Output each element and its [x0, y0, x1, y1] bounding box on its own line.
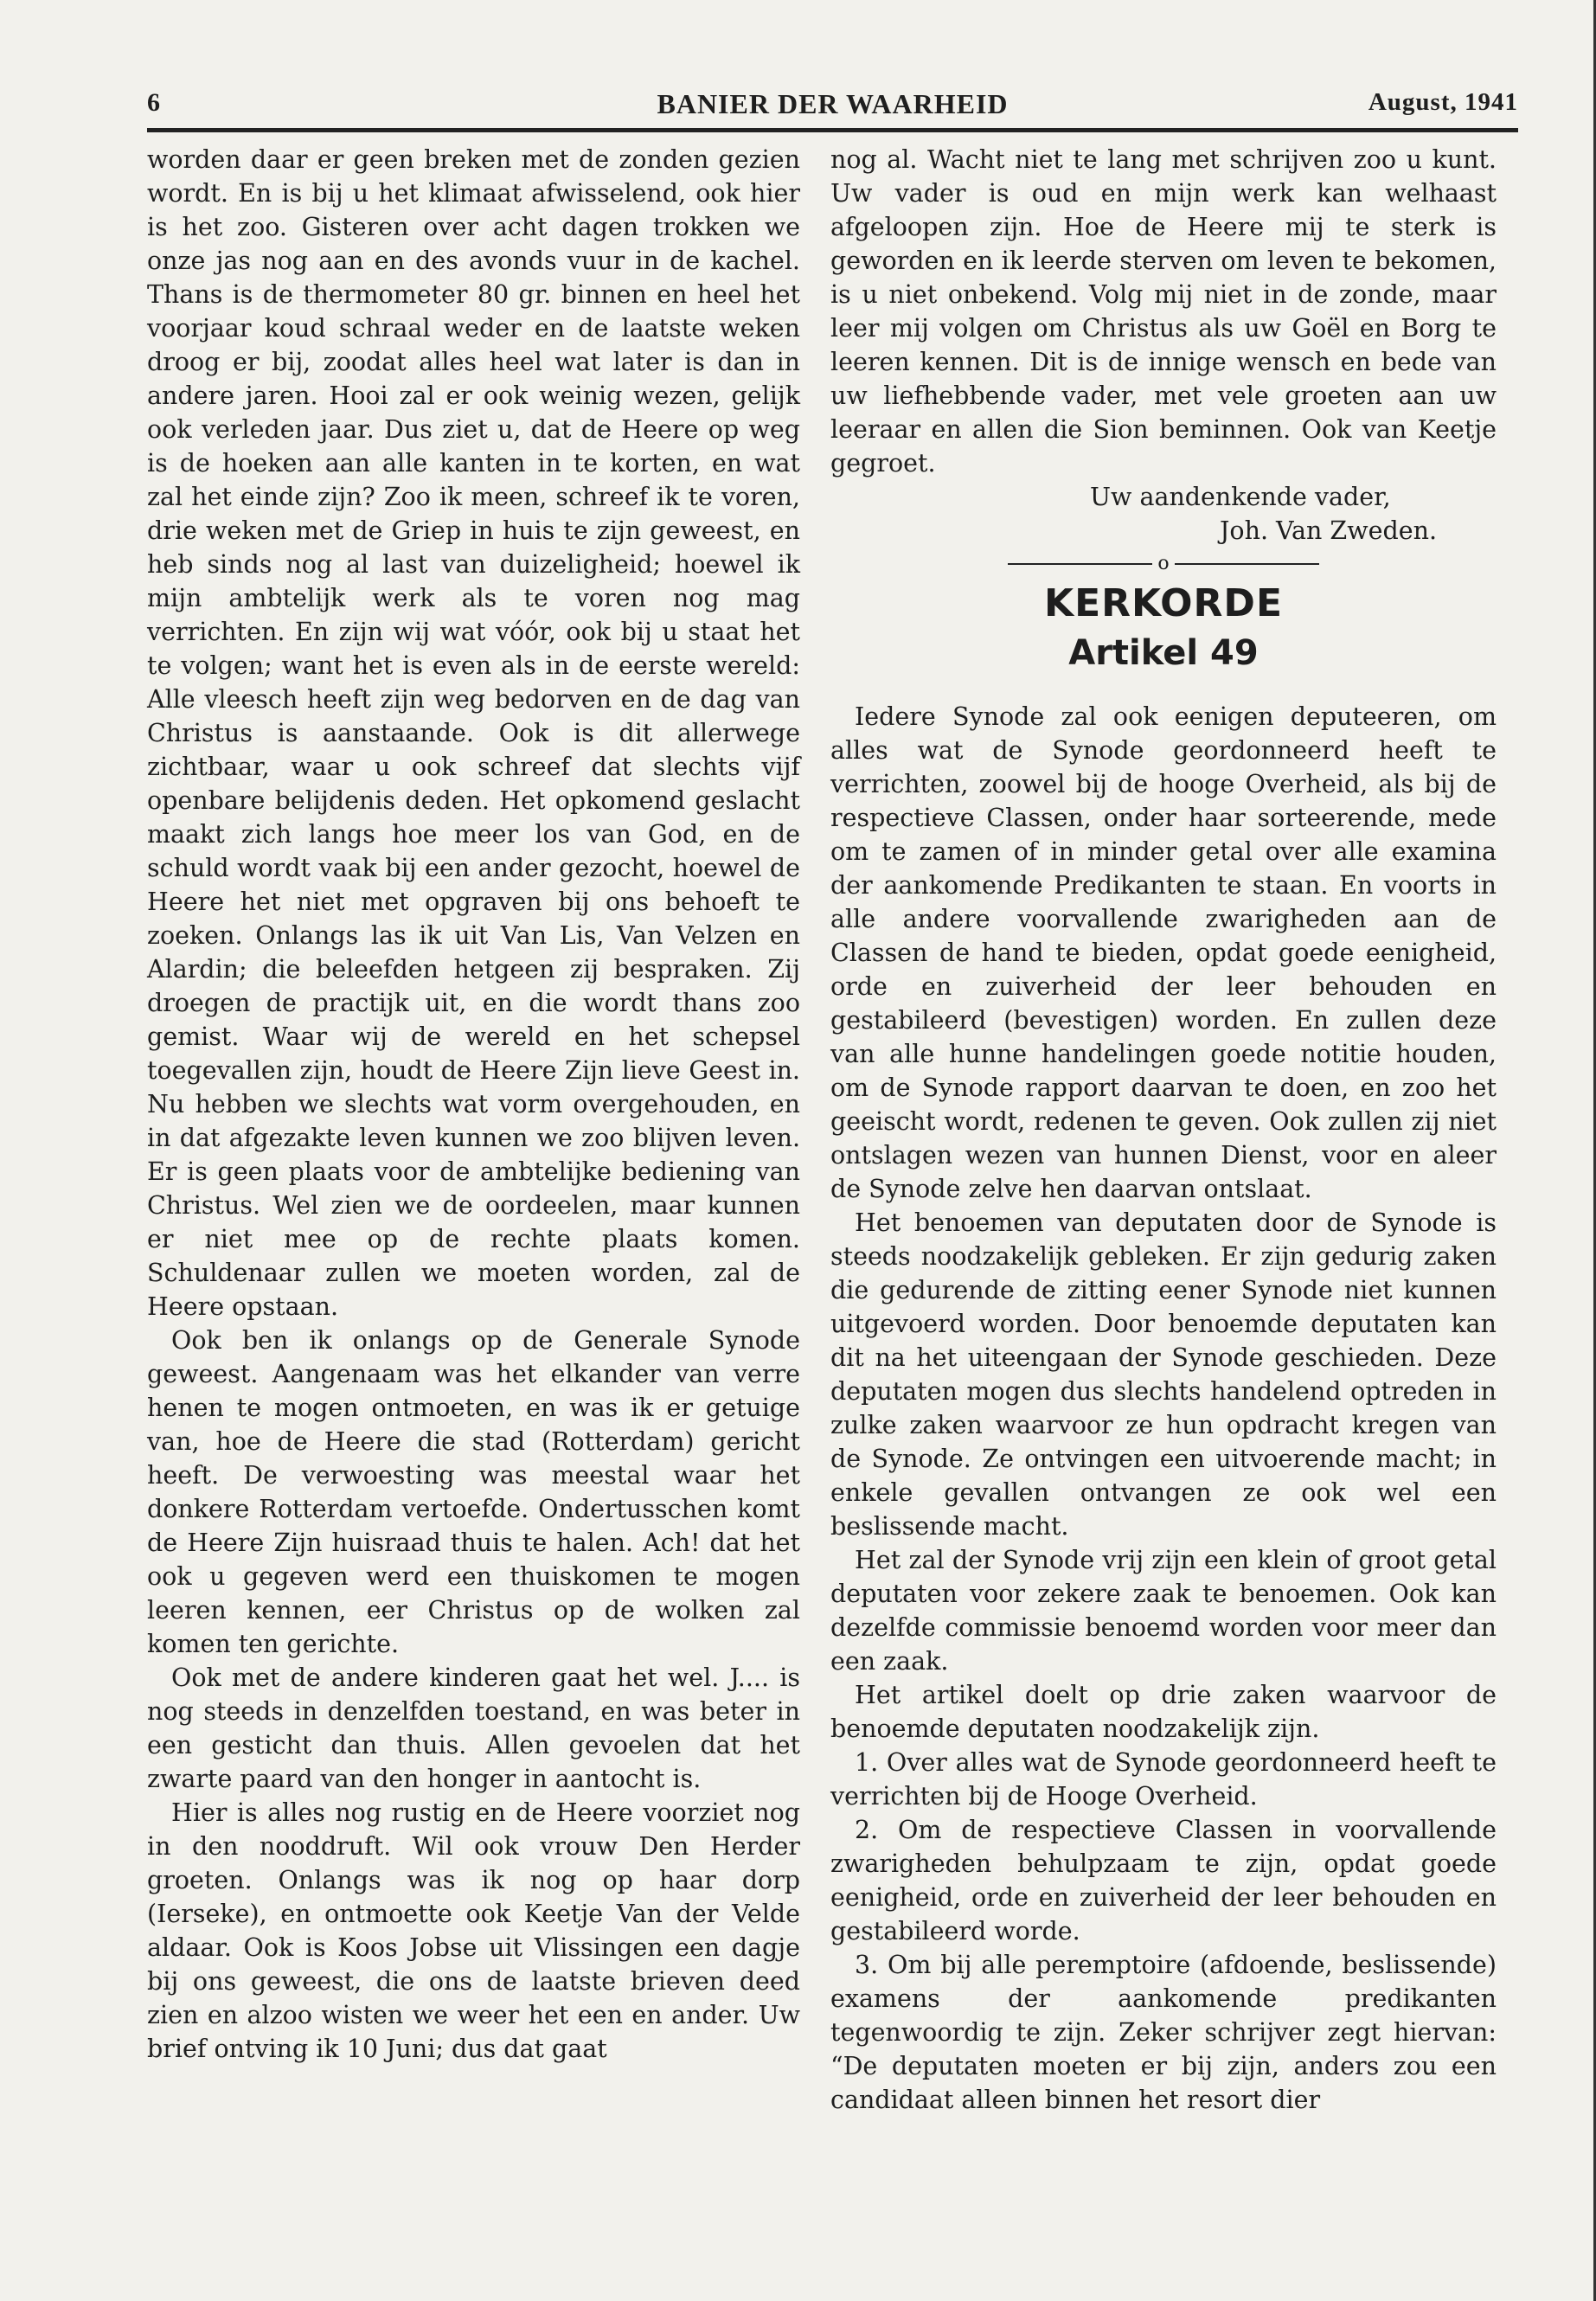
article-paragraph: Iedere Synode zal ook eenigen deputeeren, om alles wat de Synode geordonneerd heeft te verrichten, zoowel bij de hooge Overheid, als bij de respectieve Classen, onder haar sorteerende, mede om te zamen of in minder getal over alle examina der aankomende Predikanten te staan. En voorts in alle andere voorvallende zwarigheden aan de Classen de hand te bieden, opdat goede eenigheid, orde en zuiverheid der leer behouden en gestabileerd (bevestigen) worden. En zullen deze van alle hunne handelingen goede notitie houden, om de Synode rapport daarvan te doen, en zoo het geeischt wordt, redenen te geven. Ook zullen zij niet ontslagen wezen van hunnen Dienst, voor en aleer de Synode zelve hen daarvan ontslaat. — [830, 702, 1497, 1203]
letter-closing: Uw aandenkende vader, — [1090, 483, 1391, 511]
article-list-item: 1. Over alles wat de Synode geordonneerd heeft te verrichten bij de Hooge Overheid. — [830, 1748, 1497, 1811]
section-subtitle: Artikel 49 — [1068, 633, 1259, 673]
letter-signature: Joh. Van Zweden. — [1220, 516, 1438, 545]
letter-paragraph: Ook ben ik onlangs op de Generale Synode geweest. Aangenaam was het elkander van verre henen te mogen ontmoeten, en was ik er getuige van, hoe de Heere die stad (Rotterdam) gericht heeft. De verwoesting was meestal waar het donkere Rotterdam vertoefde. Ondertusschen komt de Heere Zijn huisraad thuis te halen. Ach! dat het ook u gegeven werd een thuiskomen te mogen leeren kennen, eer Christus op de wolken zal komen ten gerichte. — [147, 1326, 800, 1658]
article-paragraph: Het zal der Synode vrij zijn een klein of groot getal deputaten voor zekere zaak te benoemen. Ook kan dezelfde commissie benoemd worden voor meer dan een zaak. — [830, 1546, 1497, 1676]
divider-line — [1175, 563, 1319, 565]
publication-title: BANIER DER WAARHEID — [657, 88, 1009, 119]
divider-line — [1008, 563, 1152, 565]
page-header — [147, 87, 1518, 132]
divider-mark: o — [1157, 553, 1170, 574]
right-column — [830, 143, 1497, 2117]
section-title: KERKORDE — [1043, 581, 1284, 625]
letter-paragraph: Ook met de andere kinderen gaat het wel. J.... is nog steeds in denzelfden toestand, en was beter in een gesticht dan thuis. Allen gevoelen dat het zwarte paard van den honger in aantocht is. — [147, 1663, 800, 1793]
article-list-item: 2. Om de respectieve Classen in voorvallende zwarigheden behulpzaam te zijn, opdat goede eenigheid, orde en zuiverheid der leer behouden en gestabileerd worde. — [830, 1816, 1497, 1945]
article-paragraph: Het benoemen van deputaten door de Synode is steeds noodzakelijk gebleken. Er zijn gedurig zaken die gedurende de zitting eener Synode niet kunnen uitgevoerd worden. Door benoemde deputaten kan dit na het uiteengaan der Synode geschieden. Deze deputaten mogen dus slechts handelend optreden in zulke zaken waarvoor ze hun opdracht kregen van de Synode. Ze ontvingen een uitvoerende macht; in enkele gevallen ontvangen ze ook wel een beslissende macht. — [830, 1208, 1497, 1541]
page-number: 6 — [147, 88, 160, 117]
article-paragraph: Het artikel doelt op drie zaken waarvoor de benoemde deputaten noodzakelijk zijn. — [830, 1681, 1497, 1743]
letter-paragraph: worden daar er geen breken met de zonden gezien wordt. En is bij u het klimaat afwisselend, ook hier is het zoo. Gisteren over acht dagen trokken we onze jas nog aan en des avonds vuur in de kachel. Thans is de thermometer 80 gr. binnen en heel het voorjaar koud schraal weder en de laatste weken droog er bij, zoodat alles heel wat later is dan in andere jaren. Hooi zal er ook weinig wezen, gelijk ook verleden jaar. Dus ziet u, dat de Heere op weg is de hoeken aan alle kanten in te korten, en wat zal het einde zijn? Zoo ik meen, schreef ik te voren, drie weken met de Griep in huis te zijn geweest, en heb sinds nog al last van duizeligheid; hoewel ik mijn ambtelijk werk als te voren nog mag verrichten. En zijn wij wat vóór, ook bij u staat het te volgen; want het is even als in de eerste wereld: Alle vleesch heeft zijn weg bedorven en de dag van Christus is aanstaande. Ook is dit allerwege zichtbaar, waar u ook schreef dat slechts vijf openbare belijdenis deden. Het opkomend geslacht maakt zich langs hoe meer los van God, en de schuld wordt vaak bij een ander gezocht, hoewel de Heere het niet met opgraven bij ons behoeft te zoeken. Onlangs las ik uit Van Lis, Van Velzen en Alardin; die beleefden hetgeen zij bespraken. Zij droegen de practijk uit, en die wordt thans zoo gemist. Waar wij de wereld en het schepsel toegevallen zijn, houdt de Heere Zijn lieve Geest in. Nu hebben we slechts wat vorm overgehouden, en in dat afgezakte leven kunnen we zoo blijven leven. Er is geen plaats voor de ambtelijke bediening van Christus. Wel zien we de oordeelen, maar kunnen er niet mee op de rechte plaats komen. Schuldenaar zullen we moeten worden, zal de Heere opstaan. — [147, 145, 800, 1321]
issue-date: August, 1941 — [1368, 88, 1518, 116]
left-column — [147, 143, 800, 2066]
section-divider — [1008, 554, 1319, 574]
letter-paragraph: nog al. Wacht niet te lang met schrijven zoo u kunt. Uw vader is oud en mijn werk kan welhaast afgeloopen zijn. Hoe de Heere mij te sterk is geworden en ik leerde sterven om leven te bekomen, is u niet onbekend. Volg mij niet in de zonde, maar leer mij volgen om Christus als uw Goël en Borg te leeren kennen. Dit is de innige wensch en bede van uw liefhebbende vader, met vele groeten aan uw leeraar en allen die Sion beminnen. Ook van Keetje gegroet. — [830, 145, 1497, 478]
letter-paragraph: Hier is alles nog rustig en de Heere voorziet nog in den nooddruft. Wil ook vrouw Den Herder groeten. Onlangs was ik nog op haar dorp (Ierseke), en ontmoette ook Keetje Van der Velde aldaar. Ook is Koos Jobse uit Vlissingen een dagje bij ons geweest, die ons de laatste brieven deed zien en alzoo wisten we weer het een en ander. Uw brief ontving ik 10 Juni; dus dat gaat — [147, 1798, 800, 2063]
article-list-item: 3. Om bij alle peremptoire (afdoende, beslissende) examens der aankomende predikanten tegenwoordig te zijn. Zeker schrijver zegt hiervan: “De deputaten moeten er bij zijn, anders zou een candidaat alleen binnen het resort dier — [830, 1951, 1497, 2114]
